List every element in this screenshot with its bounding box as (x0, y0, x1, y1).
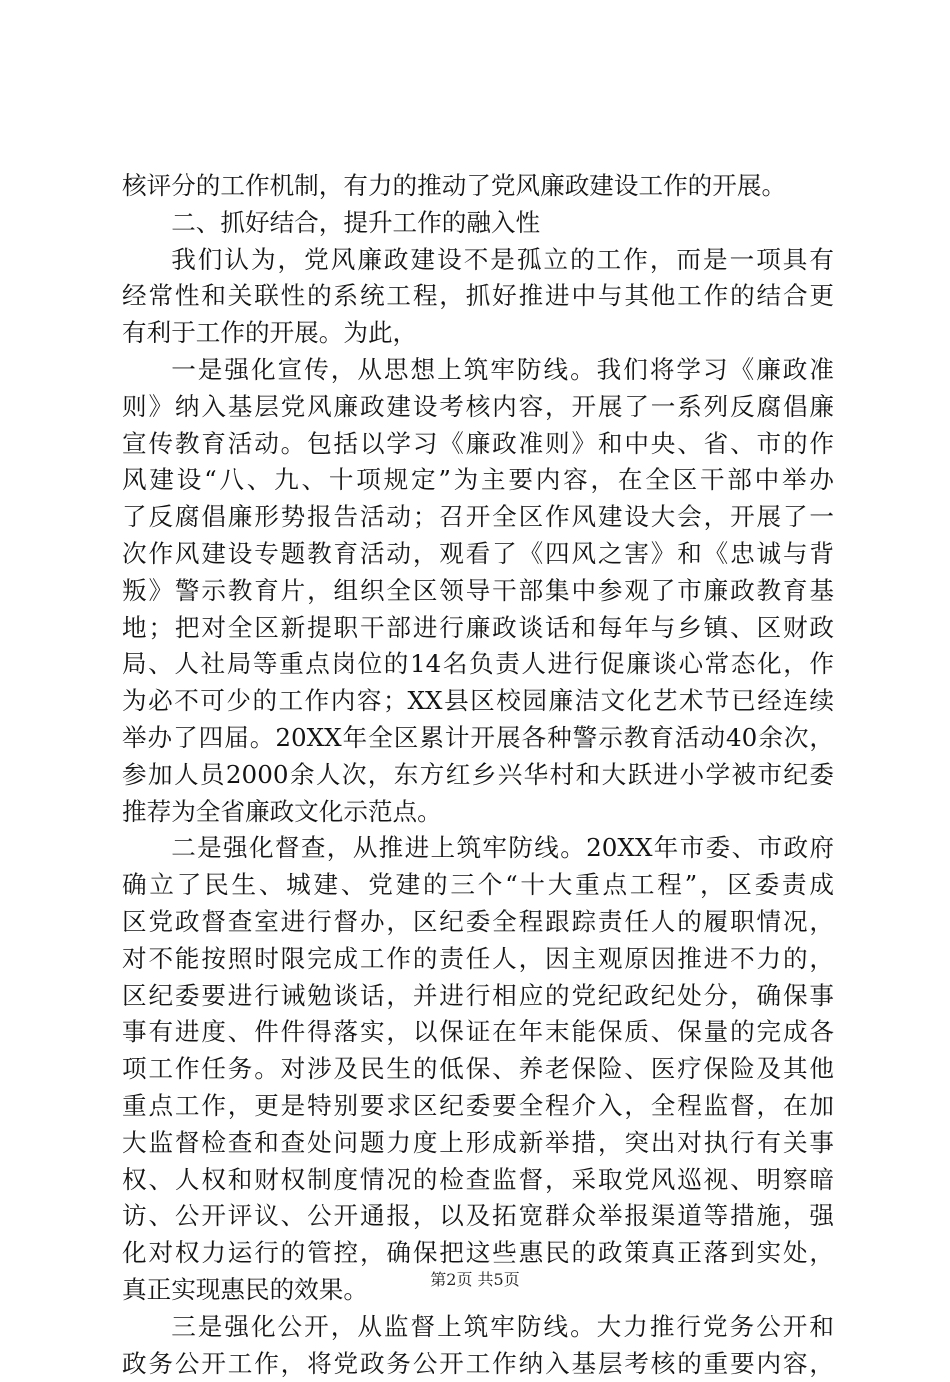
text-line: 重点工作，更是特别要求区纪委要全程介入，全程监督，在加 (122, 1088, 834, 1125)
text-line: 权、人权和财权制度情况的检查监督，采取党风巡视、明察暗 (122, 1162, 834, 1199)
text-line: 叛》警示教育片，组织全区领导干部集中参观了市廉政教育基 (122, 573, 834, 610)
text-line: 二、抓好结合，提升工作的融入性 (122, 205, 834, 242)
text-line: 举办了四届。20XX年全区累计开展各种警示教育活动40余次， (122, 720, 834, 757)
text-line: 推荐为全省廉政文化示范点。 (122, 794, 834, 831)
text-line: 核评分的工作机制，有力的推动了党风廉政建设工作的开展。 (122, 168, 834, 205)
page-footer: 第2页 共5页 (0, 1270, 950, 1290)
text-line: 局、人社局等重点岗位的14名负责人进行促廉谈心常态化，作 (122, 646, 834, 683)
text-line: 参加人员2000余人次，东方红乡兴华村和大跃进小学被市纪委 (122, 757, 834, 794)
text-line: 我们认为，党风廉政建设不是孤立的工作，而是一项具有 (122, 242, 834, 279)
text-line: 了反腐倡廉形势报告活动；召开全区作风建设大会，开展了一 (122, 499, 834, 536)
text-line: 则》纳入基层党风廉政建设考核内容，开展了一系列反腐倡廉 (122, 389, 834, 426)
text-line: 三是强化公开，从监督上筑牢防线。大力推行党务公开和 (122, 1309, 834, 1346)
text-line: 一是强化宣传，从思想上筑牢防线。我们将学习《廉政准 (122, 352, 834, 389)
text-line: 确立了民生、城建、党建的三个“十大重点工程”，区委责成 (122, 867, 834, 904)
text-line: 二是强化督查，从推进上筑牢防线。20XX年市委、市政府 (122, 830, 834, 867)
text-line: 大监督检查和查处问题力度上形成新举措，突出对执行有关事 (122, 1125, 834, 1162)
text-line: 区党政督查室进行督办，区纪委全程跟踪责任人的履职情况， (122, 904, 834, 941)
text-line: 地；把对全区新提职干部进行廉政谈话和每年与乡镇、区财政 (122, 610, 834, 647)
text-line: 区纪委要进行诫勉谈话，并进行相应的党纪政纪处分，确保事 (122, 978, 834, 1015)
text-line: 化对权力运行的管控，确保把这些惠民的政策真正落到实处， (122, 1235, 834, 1272)
text-line: 访、公开评议、公开通报，以及拓宽群众举报渠道等措施，强 (122, 1198, 834, 1235)
text-line: 项工作任务。对涉及民生的低保、养老保险、医疗保险及其他 (122, 1051, 834, 1088)
text-line: 对不能按照时限完成工作的责任人，因主观原因推进不力的， (122, 941, 834, 978)
text-line: 为必不可少的工作内容；XX县区校园廉洁文化艺术节已经连续 (122, 683, 834, 720)
text-line: 真正实现惠民的效果。 (122, 1272, 834, 1309)
text-line: 风建设“八、九、十项规定”为主要内容，在全区干部中举办 (122, 462, 834, 499)
text-line: 有利于工作的开展。为此， (122, 315, 834, 352)
text-line: 政务公开工作，将党政务公开工作纳入基层考核的重要内容， (122, 1346, 834, 1382)
text-line: 经常性和关联性的系统工程，抓好推进中与其他工作的结合更 (122, 278, 834, 315)
text-line: 事有进度、件件得落实，以保证在年末能保质、保量的完成各 (122, 1014, 834, 1051)
document-body (122, 168, 834, 1382)
text-line: 宣传教育活动。包括以学习《廉政准则》和中央、省、市的作 (122, 426, 834, 463)
text-line: 次作风建设专题教育活动，观看了《四风之害》和《忠诚与背 (122, 536, 834, 573)
